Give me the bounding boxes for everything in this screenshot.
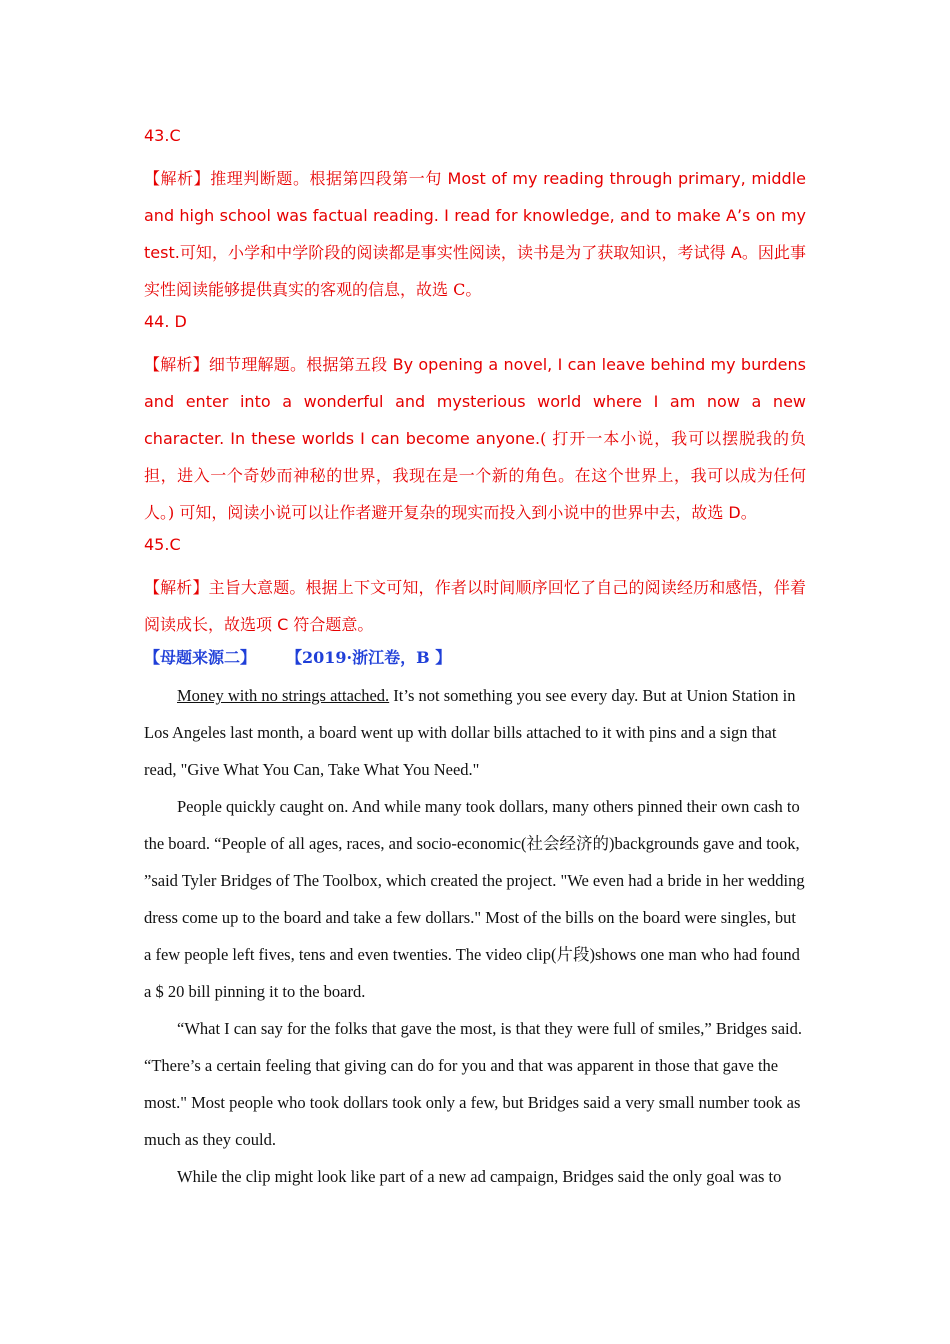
- question-number-45: 45.C: [144, 535, 181, 554]
- content: [144, 124, 806, 1195]
- question-number-44: 44. D: [144, 312, 187, 331]
- passage-paragraph-4: While the clip might look like part of a new ad campaign, Bridges said the only goal was to: [177, 1167, 782, 1186]
- source-heading: 【母题来源二】 【2019·浙江卷，B 】: [144, 648, 452, 667]
- analysis-43: 【解析】推理判断题。根据第四段第一句 Most of my reading through primary, middle and high school was factual reading. I read for knowledge, and to make A’s on my test.可知，小学和中学阶段的阅读都是事实性阅读，读书是为了获取知识，考试得 A。因此事实性阅读能够提供真实的客观的信息，故选 C。: [144, 169, 806, 299]
- passage-paragraph-1: Money with no strings attached. It’s not something you see every day. But at Union Station in Los Angeles last month, a board went up with dollar bills attached to it with pins and a sign that read, "Give What You Can, Take What You Need.": [144, 686, 796, 779]
- analysis-44: 【解析】细节理解题。根据第五段 By opening a novel, I can leave behind my burdens and enter into a wonderful and mysterious world where I am now a new character. In these worlds I can become anyone.( 打开一本小说，我可以摆脱我的负担，进入一个奇妙而神秘的世界，我现在是一个新的角色。在这个世界上，我可以成为任何人。) 可知，阅读小说可以让作者避开复杂的现实而投入到小说中的世界中去，故选 D。: [144, 355, 806, 522]
- question-number-43: 43.C: [144, 126, 181, 145]
- analysis-45: 【解析】主旨大意题。根据上下文可知，作者以时间顺序回忆了自己的阅读经历和感悟，伴着阅读成长，故选项 C 符合题意。: [144, 578, 806, 634]
- passage-paragraph-3: “What I can say for the folks that gave the most, is that they were full of smiles,” Bridges said. “There’s a certain feeling that giving can do for you and that was apparent in those that gave the most." Most people who took dollars took only a few, but Bridges said a very small number took as much as they could.: [144, 1019, 802, 1149]
- passage-paragraph-2: People quickly caught on. And while many took dollars, many others pinned their own cash to the board. “People of all ages, races, and socio-economic(社会经济的)backgrounds gave and took, ”said Tyler Bridges of The Toolbox, which created the project. "We even had a bride in her wedding dress come up to the board and take a few dollars." Most of the bills on the board were singles, but a few people left fives, tens and even twenties. The video clip(片段)shows one man who had found a $ 20 bill pinning it to the board.: [144, 797, 805, 1001]
